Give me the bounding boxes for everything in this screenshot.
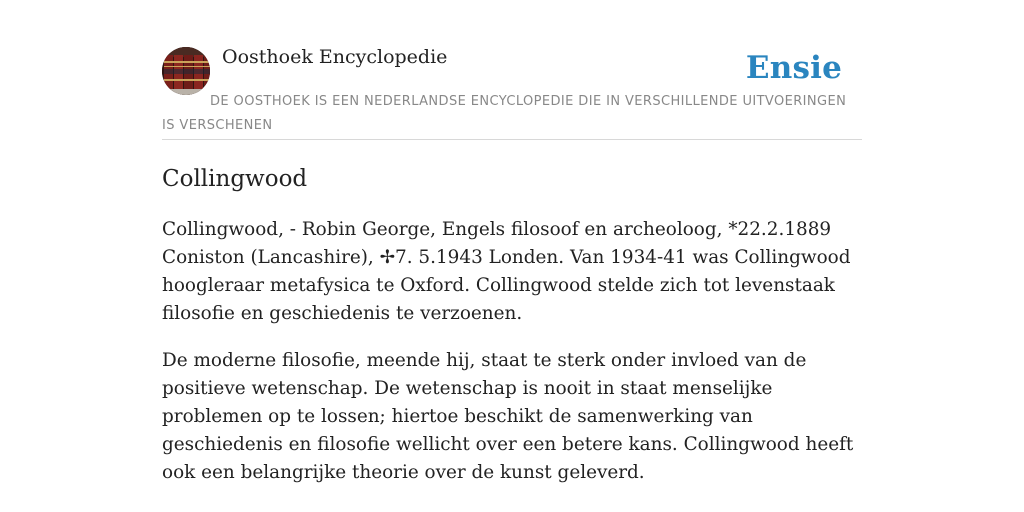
source-description: DE OOSTHOEK IS EEN NEDERLANDSE ENCYCLOPEDIE DIE IN VERSCHILLENDE UITVOERINGEN IS VERSCHENEN [162, 94, 847, 133]
site-header [162, 46, 862, 140]
encyclopedia-books-avatar[interactable] [162, 47, 210, 95]
article-title: Collingwood [162, 166, 308, 192]
ensie-logo-link[interactable]: Ensie [745, 50, 842, 86]
article-paragraph: De moderne filosofie, meende hij, staat te sterk onder invloed van de positieve wetenschap. De wetenschap is nooit in staat menselijke problemen op te lossen; hiertoe beschikt de samenwerking van geschiedenis en filosofie wellicht over een betere kans. Collingwood heeft ook een belangrijke theorie over de kunst geleverd. [162, 350, 854, 483]
article-paragraph: Collingwood, - Robin George, Engels filosoof en archeoloog, *22.2.1889 Coniston (Lancashire), ✢7. 5.1943 Londen. Van 1934-41 was Collingwood hoogleraar metafysica te Oxford. Collingwood stelde zich tot levenstaak filosofie en geschiedenis te verzoenen. [162, 219, 851, 324]
source-name-link[interactable]: Oosthoek Encyclopedie [222, 46, 448, 68]
article [162, 160, 868, 487]
